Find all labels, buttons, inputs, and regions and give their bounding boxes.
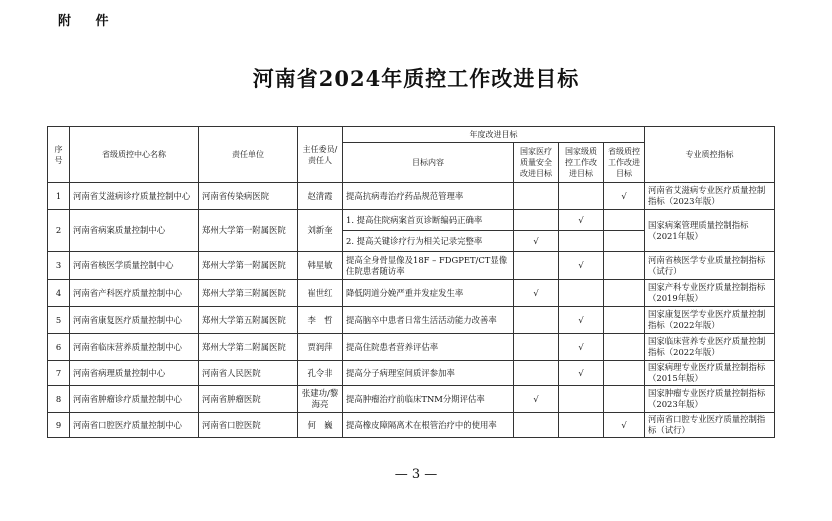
header-center: 省级质控中心名称 [70,127,199,183]
chief-name: 韩星敏 [298,252,343,280]
table-row [48,183,775,210]
chief-name: 张建功/黎海亮 [298,386,343,413]
page-number: — 3 — [394,467,438,482]
center-name: 河南省病案质量控制中心 [70,210,199,252]
chief-name: 刘新奎 [298,210,343,252]
responsible-unit: 郑州大学第二附属医院 [199,334,298,361]
national-plan-check: √ [559,210,604,231]
page-title: 河南省2024年质控工作改进目标 [252,66,580,91]
quality-indicator: 河南省核医学专业质量控制指标（试行） [645,252,775,280]
responsible-unit: 郑州大学第一附属医院 [199,210,298,252]
national-plan-check: √ [559,361,604,386]
quality-indicator: 国家肿瘤专业医疗质量控制指标（2023年版） [645,386,775,413]
national-plan-check [559,413,604,438]
goal-content: 提高橡皮障隔离术在根管治疗中的使用率 [343,413,514,438]
goal-content: 提高脑卒中患者日常生活活动能力改善率 [343,307,514,334]
table-body [48,183,775,438]
goal-content: 提高分子病理室间质评参加率 [343,361,514,386]
provincial-check [604,386,645,413]
row-number: 2 [48,210,70,252]
provincial-check [604,280,645,307]
row-number: 5 [48,307,70,334]
responsible-unit: 郑州大学第一附属医院 [199,252,298,280]
table-row [48,413,775,438]
responsible-unit: 郑州大学第五附属医院 [199,307,298,334]
table-row [48,386,775,413]
center-name: 河南省临床营养质量控制中心 [70,334,199,361]
header-national-safety: 国家医疗质量安全改进目标 [514,143,559,183]
chief-name: 贾润萍 [298,334,343,361]
quality-indicator: 国家临床营养专业医疗质量控制指标（2022年版） [645,334,775,361]
table-row [48,307,775,334]
header-national-plan: 国家级质控工作改进目标 [559,143,604,183]
national-safety-check: √ [514,231,559,252]
row-number: 9 [48,413,70,438]
goal-content: 提高住院患者营养评估率 [343,334,514,361]
national-safety-check [514,183,559,210]
responsible-unit: 河南省肿瘤医院 [199,386,298,413]
center-name: 河南省艾滋病诊疗质量控制中心 [70,183,199,210]
national-safety-check [514,307,559,334]
quality-indicator: 国家病案管理质量控制指标（2021年版） [645,210,775,252]
provincial-check [604,307,645,334]
chief-name: 崔世红 [298,280,343,307]
goal-content: 提高抗病毒治疗药品规范管理率 [343,183,514,210]
responsible-unit: 河南省口腔医院 [199,413,298,438]
responsible-unit: 郑州大学第三附属医院 [199,280,298,307]
goal-content: 提高肿瘤治疗前临床TNM分期评估率 [343,386,514,413]
national-safety-check [514,252,559,280]
provincial-check [604,231,645,252]
center-name: 河南省康复医疗质量控制中心 [70,307,199,334]
goal-content: 1. 提高住院病案首页诊断编码正确率 [343,210,514,231]
national-plan-check: √ [559,307,604,334]
national-safety-check [514,210,559,231]
row-number: 3 [48,252,70,280]
header-provincial: 省级质控工作改进目标 [604,143,645,183]
header-no: 序号 [48,127,70,183]
row-number: 6 [48,334,70,361]
national-plan-check [559,386,604,413]
center-name: 河南省病理质量控制中心 [70,361,199,386]
header-chief: 主任委员/责任人 [298,127,343,183]
national-safety-check: √ [514,280,559,307]
quality-indicator: 河南省口腔专业医疗质量控制指标（试行） [645,413,775,438]
chief-name: 赵清霞 [298,183,343,210]
quality-indicator: 国家产科专业医疗质量控制指标（2019年版） [645,280,775,307]
provincial-check: √ [604,183,645,210]
goal-content: 2. 提高关键诊疗行为相关记录完整率 [343,231,514,252]
row-number: 8 [48,386,70,413]
provincial-check [604,252,645,280]
national-safety-check [514,334,559,361]
table-row [48,210,775,231]
chief-name: 李 哲 [298,307,343,334]
responsible-unit: 河南省人民医院 [199,361,298,386]
header-goal-content: 目标内容 [343,143,514,183]
row-number: 1 [48,183,70,210]
national-plan-check: √ [559,252,604,280]
provincial-check [604,334,645,361]
provincial-check: √ [604,413,645,438]
center-name: 河南省肿瘤诊疗质量控制中心 [70,386,199,413]
national-safety-check: √ [514,386,559,413]
quality-indicator: 国家康复医学专业医疗质量控制指标（2022年版） [645,307,775,334]
national-plan-check [559,231,604,252]
national-plan-check [559,280,604,307]
table-row [48,252,775,280]
table-row [48,280,775,307]
center-name: 河南省口腔医疗质量控制中心 [70,413,199,438]
table-row [48,334,775,361]
chief-name: 孔令非 [298,361,343,386]
row-number: 7 [48,361,70,386]
header-indicator: 专业质控指标 [645,127,775,183]
national-safety-check [514,361,559,386]
goal-content: 降低阴道分娩严重并发症发生率 [343,280,514,307]
center-name: 河南省核医学质量控制中心 [70,252,199,280]
provincial-check [604,210,645,231]
responsible-unit: 河南省传染病医院 [199,183,298,210]
goal-content: 提高全身骨显像及18F – FDGPET/CT显像住院患者随访率 [343,252,514,280]
center-name: 河南省产科医疗质量控制中心 [70,280,199,307]
national-plan-check: √ [559,334,604,361]
chief-name: 何 巍 [298,413,343,438]
quality-indicator: 国家病理专业医疗质量控制指标（2015年版） [645,361,775,386]
attachment-label: 附 件 [58,14,119,29]
header-unit: 责任单位 [199,127,298,183]
goals-table [47,126,775,438]
national-plan-check [559,183,604,210]
provincial-check [604,361,645,386]
quality-indicator: 河南省艾滋病专业医疗质量控制指标（2023年版） [645,183,775,210]
header-goals-group: 年度改进目标 [343,127,645,143]
row-number: 4 [48,280,70,307]
national-safety-check [514,413,559,438]
table-row [48,361,775,386]
